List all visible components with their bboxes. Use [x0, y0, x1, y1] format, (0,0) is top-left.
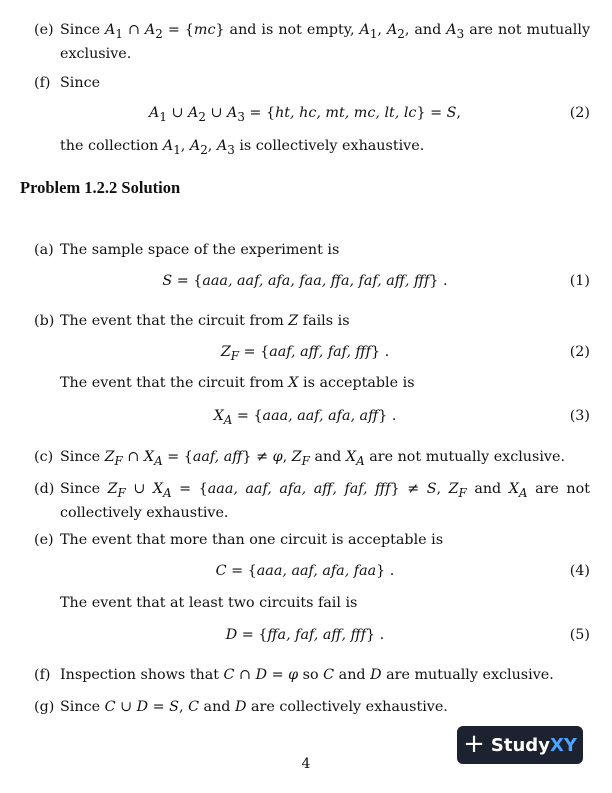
item-text: The event that more than one circuit is acceptable is — [60, 532, 444, 548]
equation-number: (2) — [569, 344, 590, 360]
item-label: (e) — [34, 532, 54, 548]
item-label: (d) — [34, 481, 55, 497]
plus-icon: + — [463, 728, 485, 759]
equation-number: (1) — [569, 273, 590, 289]
item-text: Since $Z_F$ ∩ $X_A = \{aaf$, aff} ≠ φ, $Z_F$ and $X_A$ are not mutually exclusive. — [60, 449, 566, 468]
equation-number: (2) — [569, 105, 590, 121]
equation — [60, 105, 590, 125]
item-label: (e) — [34, 22, 54, 38]
item-label: (c) — [34, 449, 54, 465]
paragraph: The event that the circuit from X is acceptable is — [60, 375, 415, 391]
equation-body: S = {aaa, aaf, afa, faa, ffa, faf, aff, fff} . — [162, 273, 448, 289]
equation — [60, 563, 590, 583]
equation — [60, 344, 590, 364]
equation-body: $A_1$ ∪ $A_2$ ∪ $A_3 = \{ht$, hc, mt, mc, lt, lc} = S, — [149, 105, 461, 124]
logo-text: StudyXY — [490, 734, 577, 756]
section-heading: Problem 1.2.2 Solution — [20, 178, 181, 197]
item-text: Since — [60, 75, 101, 91]
item-label: (f) — [34, 667, 51, 683]
item-label: (f) — [34, 75, 51, 91]
equation — [60, 627, 590, 647]
item-label: (g) — [34, 699, 55, 715]
item-text: Inspection shows that C ∩ D = φ so C and D are mutually exclusive. — [60, 667, 554, 683]
equation-body: C = {aaa, aaf, afa, faa} . — [215, 563, 395, 579]
equation-body: D = {ffa, faf, aff, fff} . — [225, 627, 385, 643]
page-number: 4 — [301, 756, 311, 772]
paragraph: The event that at least two circuits fail is — [60, 595, 358, 611]
item-text: The event that the circuit from Z fails is — [60, 313, 350, 329]
equation-body: $Z_F = \{aaf$, aff, faf, fff} . — [220, 344, 390, 363]
paragraph: the collection $A_1$, $A_2$, $A_3$ is collectively exhaustive. — [60, 138, 425, 157]
item-label: (b) — [34, 313, 55, 329]
equation-body: $X_A = \{aaa$, aaf, afa, aff} . — [213, 408, 397, 427]
item-text: Since $A_1$ ∩ $A_2 = \{mc\}$ and is not empty, $A_1$, $A_2$, and $A_3$ are not mutually exclusive. — [60, 22, 591, 62]
equation — [60, 273, 590, 293]
item-text: Since C ∪ D = S, C and D are collectively exhaustive. — [60, 699, 448, 715]
item-text: Since $Z_F$ ∪ $X_A = \{aaa$, aaf, afa, aff, faf, fff} ≠ S, $Z_F$ and $X_A$ are not collectively exhaustive. — [60, 481, 590, 521]
equation-number: (3) — [569, 408, 590, 424]
item-label: (a) — [34, 242, 54, 258]
equation — [60, 408, 590, 428]
equation-number: (5) — [569, 627, 590, 643]
item-text: The sample space of the experiment is — [60, 242, 340, 258]
equation-number: (4) — [569, 563, 590, 579]
